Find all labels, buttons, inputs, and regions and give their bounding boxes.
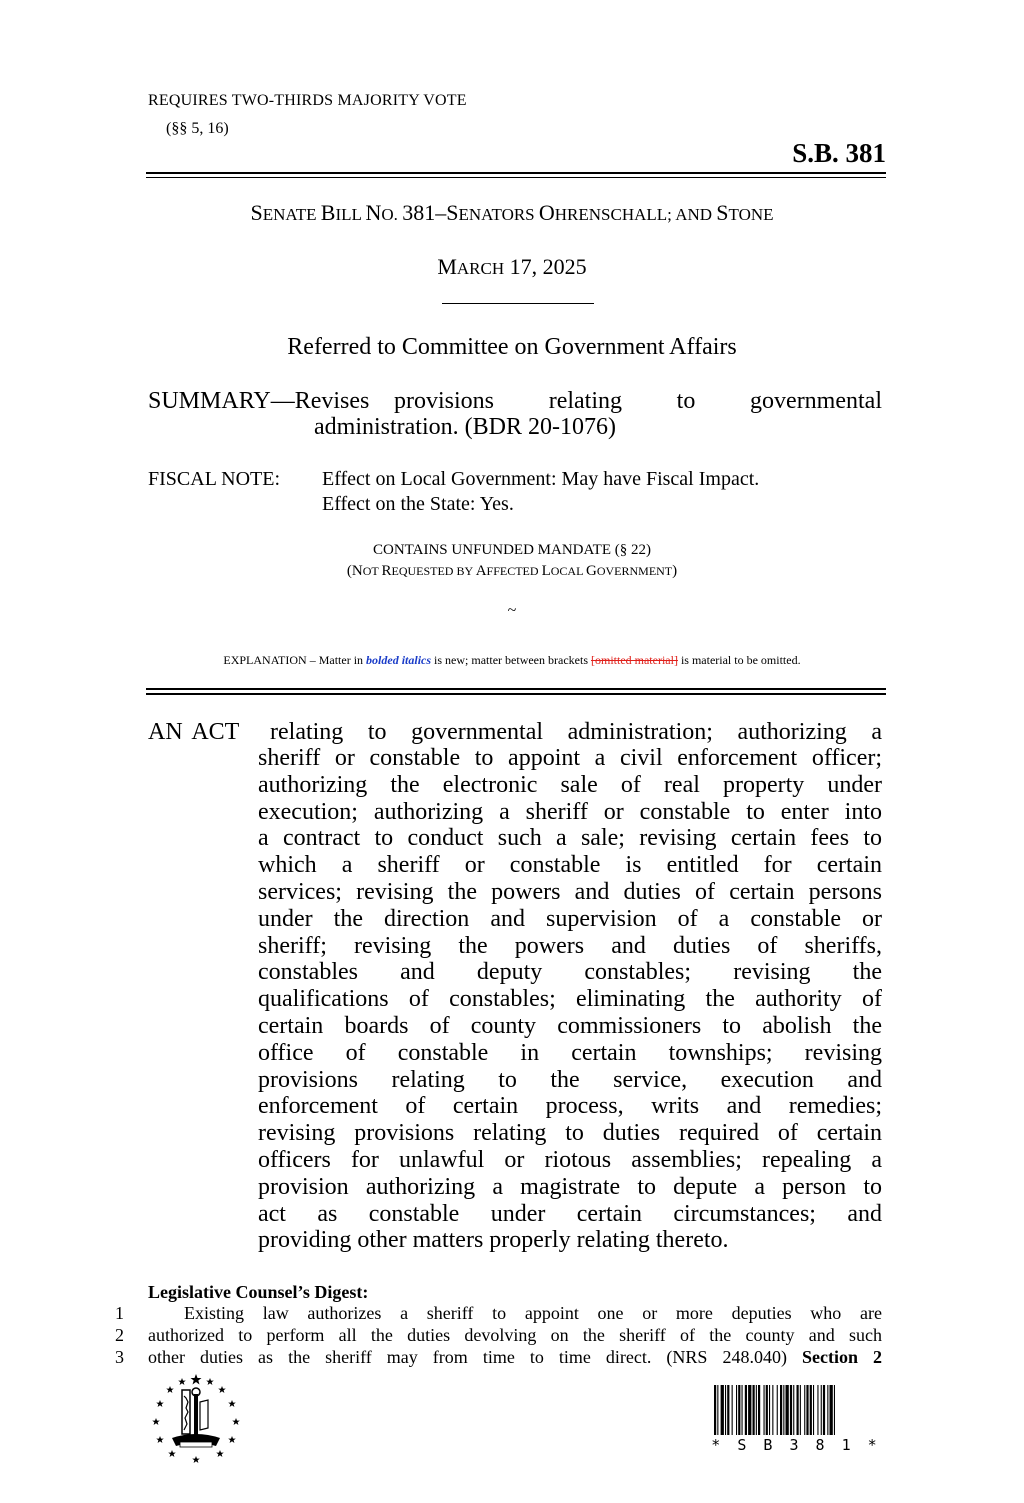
act-line: sheriff; revising the powers and duties of sheriffs, — [258, 932, 882, 959]
bill-number: S.B. 381 — [792, 138, 886, 168]
vote-requirement: REQUIRES TWO-THIRDS MAJORITY VOTE — [148, 92, 467, 109]
explanation-suffix: is material to be omitted. — [677, 653, 801, 667]
barcode-bar — [721, 1385, 724, 1435]
act-line: act as constable under certain circumstances; and — [258, 1200, 882, 1227]
barcode-bar — [780, 1385, 782, 1435]
barcode-bar — [766, 1385, 768, 1435]
tilde-divider: ~ — [507, 602, 517, 619]
barcode-bar — [783, 1385, 784, 1435]
barcode-bar — [790, 1385, 792, 1435]
act-label: AN ACT — [148, 719, 240, 745]
sponsor-cap: O — [538, 200, 555, 225]
act-line: under the direction and supervision of a constable or — [258, 905, 882, 932]
explanation-rule-top — [146, 688, 886, 690]
act-line: providing other matters properly relating thereto. — [258, 1227, 729, 1254]
barcode-bar — [732, 1385, 733, 1435]
summary-line-2: administration. (BDR 20-1076) — [314, 414, 616, 440]
date-divider — [442, 303, 594, 304]
act-line: constables and deputy constables; revising the — [258, 959, 882, 986]
act-line: services; revising the powers and duties of certain persons — [258, 878, 882, 905]
sponsor-small: HRENSCHALL; AND — [554, 205, 717, 224]
sponsor-cap: N — [365, 200, 382, 225]
barcode-bar — [793, 1385, 794, 1435]
mandate-small: EQUESTED BY — [391, 564, 476, 578]
barcode-bar — [756, 1385, 757, 1435]
digest-line-number: 1 — [115, 1303, 124, 1323]
barcode-bar — [725, 1385, 726, 1435]
date-cap: M — [437, 254, 457, 279]
barcode-bar — [806, 1385, 808, 1435]
barcode-bar — [777, 1385, 778, 1435]
mandate-cap: L — [541, 563, 551, 579]
fiscal-note-label: FISCAL NOTE: — [148, 468, 281, 490]
digest-line — [184, 1303, 882, 1324]
bill-sponsor-line — [0, 200, 1024, 226]
act-line: which a sheriff or constable is entitled for certain — [258, 852, 882, 879]
barcode-bar — [758, 1385, 760, 1435]
explanation-middle: is new; matter between brackets — [431, 653, 591, 667]
barcode-bar — [834, 1385, 835, 1435]
act-line: a contract to conduct such a sale; revising certain fees to — [258, 825, 882, 852]
barcode-bar — [813, 1385, 814, 1435]
mandate-small: OCAL — [550, 564, 586, 578]
digest-line-number: 2 — [115, 1325, 124, 1345]
act-line: sheriff or constable to appoint a civil enforcement officer; — [258, 745, 882, 771]
barcode-bar — [810, 1385, 812, 1435]
explanation-omitted-matter: [omitted material] — [590, 653, 678, 667]
header-rule-top — [146, 172, 886, 174]
unfunded-mandate: CONTAINS UNFUNDED MANDATE (§ 22) — [373, 542, 651, 558]
barcode-bar — [742, 1385, 743, 1435]
mandate-cap: A — [475, 563, 487, 579]
barcode-bar — [764, 1385, 765, 1435]
barcode-bar — [736, 1385, 737, 1435]
barcode-bar — [745, 1385, 747, 1435]
nevada-legislature-seal-icon — [150, 1372, 242, 1464]
digest-line — [148, 1347, 882, 1368]
barcode-bar — [738, 1385, 740, 1435]
digest-title: Legislative Counsel’s Digest: — [148, 1282, 369, 1302]
sponsor-small: TONE — [728, 205, 774, 224]
barcode-bar — [797, 1385, 799, 1435]
barcode-text: * S B 3 8 1 * — [711, 1436, 881, 1454]
date-rest: 17, 2025 — [504, 254, 587, 279]
barcode-bar — [772, 1385, 773, 1435]
sponsor-cap: B — [320, 200, 336, 225]
barcode-bar — [753, 1385, 755, 1435]
act-line: certain boards of county commissioners to abolish the — [258, 1012, 882, 1039]
barcode-bar — [821, 1385, 822, 1435]
barcode-bar — [727, 1385, 729, 1435]
explanation-prefix: EXPLANATION – Matter in — [223, 653, 367, 667]
mandate-cap: G — [585, 563, 597, 579]
act-body — [258, 745, 882, 1254]
act-line: authorizing the electronic sale of real property under — [258, 771, 882, 798]
act-line: provisions relating to the service, execution and — [258, 1066, 882, 1093]
sponsor-cap: S — [250, 200, 263, 225]
barcode-bar — [827, 1385, 828, 1435]
mandate-small: OT — [362, 564, 382, 578]
act-line: qualifications of constables; eliminating the authority of — [258, 986, 882, 1013]
barcode-bar — [800, 1385, 801, 1435]
sponsor-small: O. — [381, 205, 403, 224]
act-line: office of constable in certain townships; revising — [258, 1039, 882, 1066]
barcode-bar — [817, 1385, 818, 1435]
digest-line — [148, 1325, 882, 1346]
barcode-bar — [804, 1385, 805, 1435]
mandate-cap: (N — [346, 563, 363, 579]
mandate-cap: ) — [672, 563, 678, 579]
act-first-line: relating to governmental administration; authorizing a — [270, 719, 882, 745]
summary-line-1: provisions relating to governmental — [394, 388, 882, 414]
summary-label: SUMMARY—Revises — [148, 388, 370, 414]
barcode-bar — [823, 1385, 825, 1435]
explanation-new-matter: bolded italics — [366, 653, 432, 667]
digest-line-text: authorized to perform all the duties devolving on the sheriff of the county and such — [148, 1325, 882, 1345]
explanation-rule-bottom — [146, 693, 886, 695]
sponsor-cap: S — [716, 200, 729, 225]
explanation-line — [0, 653, 1024, 668]
header-rule-bottom — [146, 177, 886, 178]
mandate-small: FFECTED — [486, 564, 542, 578]
sponsor-cap: 381–S — [402, 200, 459, 225]
digest-line-text: Existing law authorizes a sheriff to appoint one or more deputies who are — [184, 1303, 882, 1323]
mandate-request-status — [0, 563, 1024, 580]
digest-line-number: 3 — [115, 1347, 124, 1367]
act-line: enforcement of certain process, writs and remedies; — [258, 1093, 882, 1120]
act-line: officers for unlawful or riotous assemblies; repealing a — [258, 1146, 882, 1173]
committee-referral: Referred to Committee on Government Affairs — [287, 334, 737, 360]
act-line: execution; authorizing a sheriff or constable to enter into — [258, 798, 882, 825]
sponsor-small: ENATE — [262, 205, 321, 224]
digest-line-text: other duties as the sheriff may from time to time direct. (NRS 248.040) — [148, 1347, 802, 1367]
barcode-bar — [769, 1385, 770, 1435]
bill-date — [0, 254, 1024, 280]
sponsor-small: ILL — [335, 205, 366, 224]
barcode-bar — [830, 1385, 833, 1435]
fiscal-note-local: Effect on Local Government: May have Fiscal Impact. — [322, 468, 760, 490]
sponsor-small: ENATORS — [458, 205, 539, 224]
barcode-bar — [748, 1385, 751, 1435]
barcode-bar — [717, 1385, 718, 1435]
act-line: provision authorizing a magistrate to depute a person to — [258, 1173, 882, 1200]
mandate-cap: R — [381, 563, 392, 579]
fiscal-note-state: Effect on the State: Yes. — [322, 493, 514, 515]
barcode-bar — [786, 1385, 789, 1435]
act-line: revising provisions relating to duties required of certain — [258, 1120, 882, 1147]
date-small: ARCH — [456, 259, 505, 278]
digest-section-ref: Section 2 — [801, 1347, 882, 1367]
barcode-bar — [714, 1385, 716, 1435]
vote-sections: (§§ 5, 16) — [166, 120, 229, 137]
mandate-small: OVERNMENT — [596, 564, 673, 578]
barcode-icon — [712, 1385, 880, 1435]
